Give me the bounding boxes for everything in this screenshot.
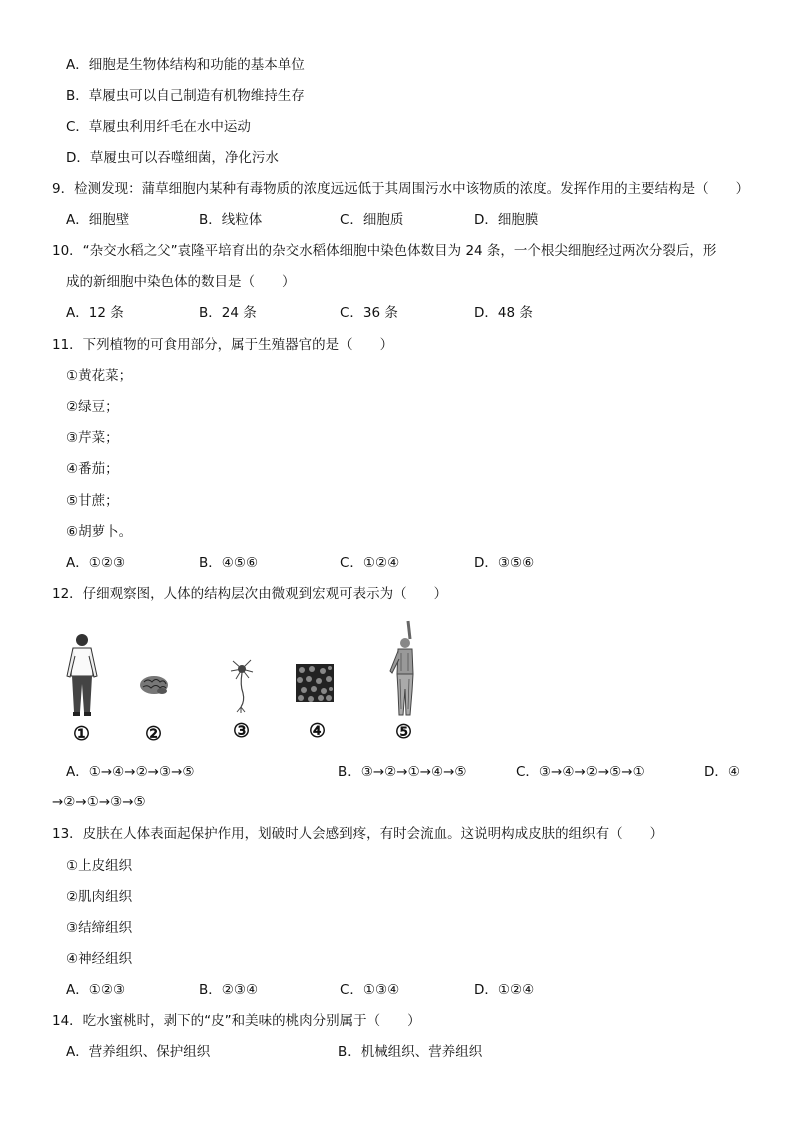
q9-option-b: B．线粒体 <box>199 212 263 228</box>
q11-option-b: B．④⑤⑥ <box>199 555 259 571</box>
q9-option-d: D．细胞膜 <box>474 212 539 228</box>
q11-item: ②绿豆； <box>66 399 119 415</box>
q11-option-c: C．①②④ <box>340 555 400 571</box>
person-figure <box>64 632 100 718</box>
q10-option-b: B．24 条 <box>199 305 257 321</box>
q10-stem-line1: 10．“杂交水稻之父”袁隆平培育出的杂交水稻体细胞中染色体数目为 24 条，一个根尖细胞经过两次分裂后，形 <box>52 243 717 259</box>
q10-stem-line2: 成的新细胞中染色体的数目是（ ） <box>66 274 296 290</box>
q8-option-a: A．细胞是生物体结构和功能的基本单位 <box>66 57 305 73</box>
q12-option-a: A．①→④→②→③→⑤ <box>66 764 195 780</box>
q10-option-c: C．36 条 <box>340 305 398 321</box>
figure-label-4: ④ <box>309 720 327 742</box>
q13-option-d: D．①②④ <box>474 982 535 998</box>
figure-label-5: ⑤ <box>395 721 413 743</box>
q11-option-a: A．①②③ <box>66 555 126 571</box>
q13-stem: 13．皮肤在人体表面起保护作用，划破时人会感到疼，有时会流血。这说明构成皮肤的组织有（ ） <box>52 826 664 842</box>
q12-stem: 12．仔细观察图，人体的结构层次由微观到宏观可表示为（ ） <box>52 586 448 602</box>
q8-option-b: B．草履虫可以自己制造有机物维持生存 <box>66 88 305 104</box>
neuron-figure <box>229 657 255 713</box>
tissue-figure <box>296 664 334 702</box>
q14-option-a: A．营养组织、保护组织 <box>66 1044 211 1060</box>
q12-option-c: C．③→④→②→⑤→① <box>516 764 645 780</box>
q10-option-d: D．48 条 <box>474 305 533 321</box>
q11-item: ⑥胡萝卜。 <box>66 524 133 540</box>
q13-item: ②肌肉组织 <box>66 889 133 905</box>
q11-item: ③芹菜； <box>66 430 119 446</box>
q8-option-d: D．草履虫可以吞噬细菌，净化污水 <box>66 150 279 166</box>
q13-option-c: C．①③④ <box>340 982 400 998</box>
figure-label-1: ① <box>73 723 91 745</box>
brain-figure <box>138 674 170 696</box>
q12-option-d: D．④ <box>704 764 740 780</box>
figure-label-3: ③ <box>233 720 251 742</box>
q8-option-c: C．草履虫利用纤毛在水中运动 <box>66 119 251 135</box>
q9-option-a: A．细胞壁 <box>66 212 130 228</box>
q14-option-b: B．机械组织、营养组织 <box>338 1044 483 1060</box>
q13-option-b: B．②③④ <box>199 982 259 998</box>
muscle-system-figure <box>386 619 420 721</box>
q9-stem: 9．检测发现：蒲草细胞内某种有毒物质的浓度远远低于其周围污水中该物质的浓度。发挥作用的主要结构是（ ） <box>52 181 750 197</box>
q14-stem: 14．吃水蜜桃时，剥下的“皮”和美味的桃肉分别属于（ ） <box>52 1013 421 1029</box>
q13-item: ④神经组织 <box>66 951 133 967</box>
q10-option-a: A．12 条 <box>66 305 124 321</box>
q11-item: ①黄花菜； <box>66 368 133 384</box>
q9-option-c: C．细胞质 <box>340 212 404 228</box>
q11-option-d: D．③⑤⑥ <box>474 555 535 571</box>
q12-option-d-continued: →②→①→③→⑤ <box>52 794 146 810</box>
q13-option-a: A．①②③ <box>66 982 126 998</box>
q11-item: ⑤甘蔗； <box>66 493 119 509</box>
q13-item: ①上皮组织 <box>66 858 133 874</box>
figure-label-2: ② <box>145 723 163 745</box>
q13-item: ③结缔组织 <box>66 920 133 936</box>
q12-option-b: B．③→②→①→④→⑤ <box>338 764 467 780</box>
q11-stem: 11．下列植物的可食用部分，属于生殖器官的是（ ） <box>52 337 394 353</box>
q11-item: ④番茄； <box>66 461 119 477</box>
